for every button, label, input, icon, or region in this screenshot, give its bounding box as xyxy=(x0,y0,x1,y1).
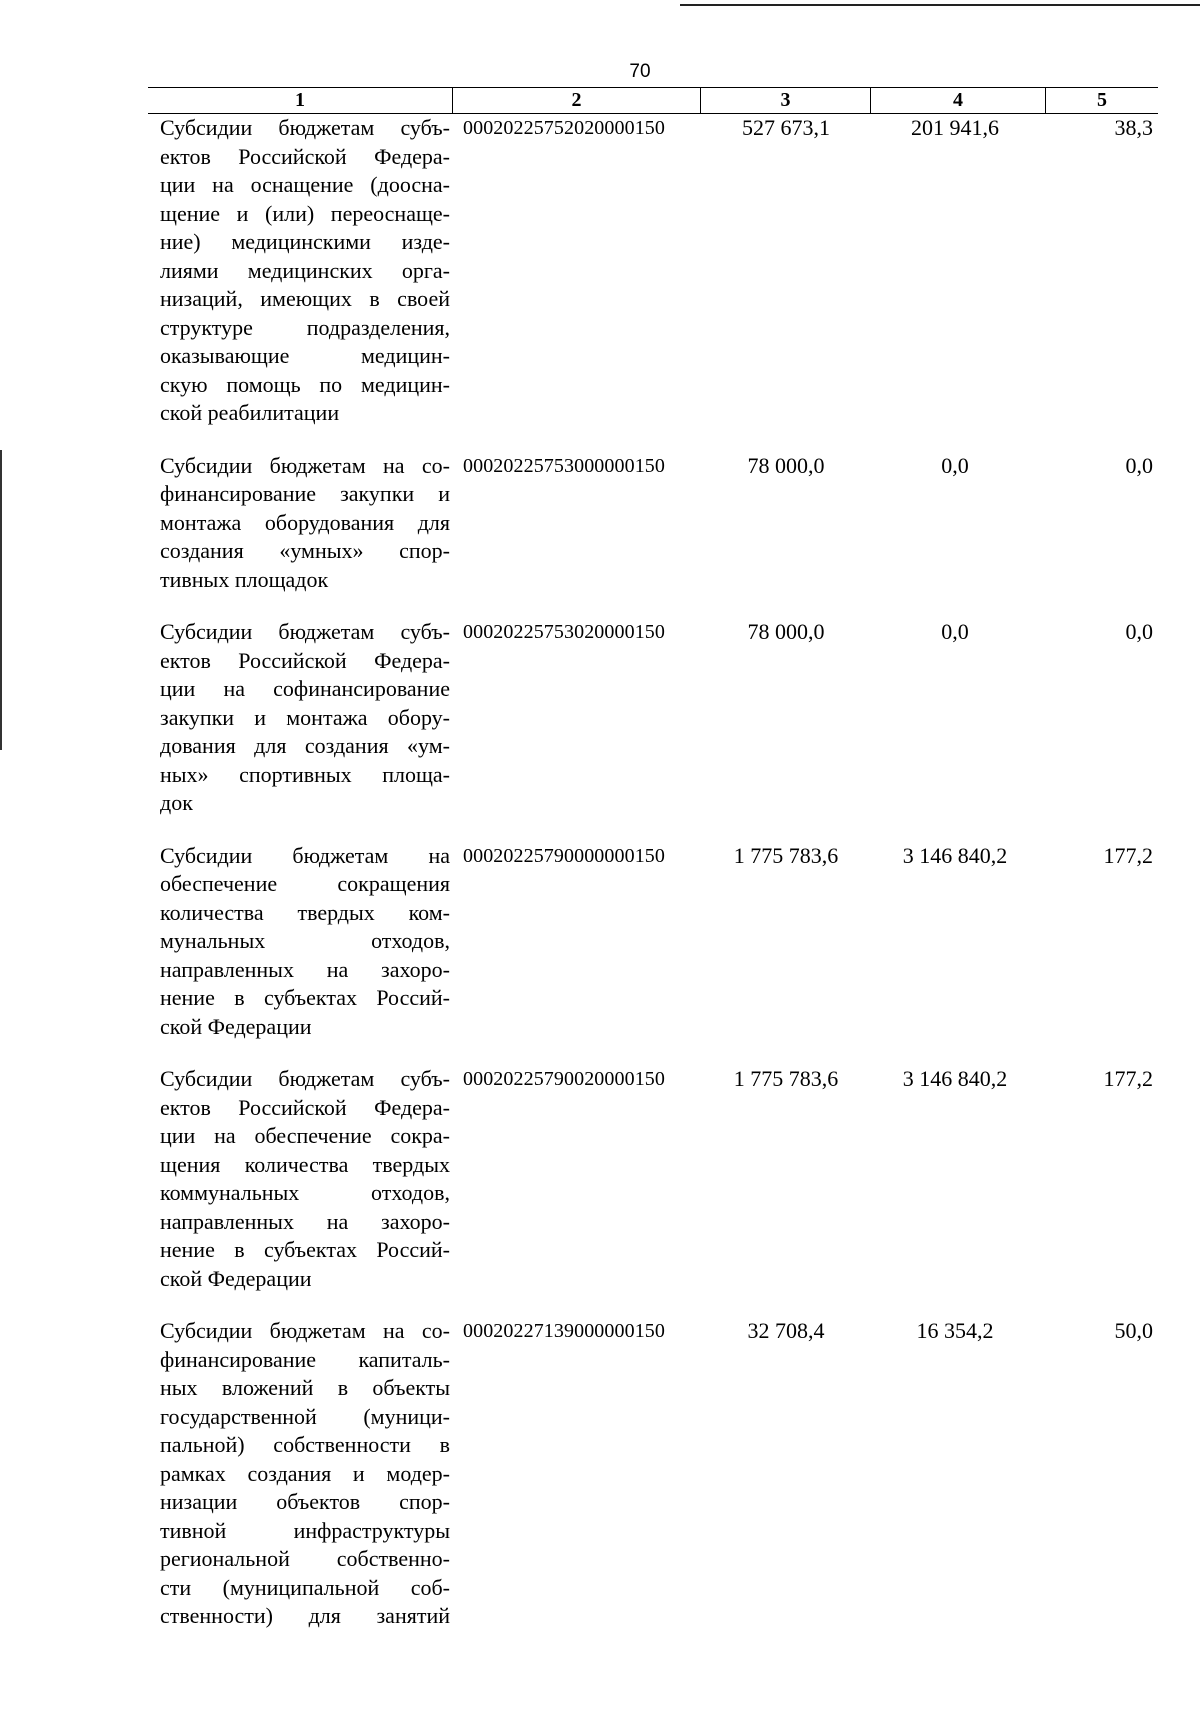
description-line: низаций, имеющих в своей xyxy=(160,286,450,311)
value-col-5: 0,0 xyxy=(1125,452,1153,478)
value-col-4: 201 941,6 xyxy=(911,115,999,140)
description-line: Субсидии бюджетам субъ- xyxy=(160,619,450,644)
description-line: закупки и монтажа обору- xyxy=(160,704,450,730)
table-row xyxy=(148,1065,1158,1293)
description-line: док xyxy=(160,790,193,815)
row-description xyxy=(160,842,450,1042)
description-line: рамках создания и модер- xyxy=(160,1460,450,1486)
value-col-3: 1 775 783,6 xyxy=(733,1066,839,1091)
budget-code: 00020225753000000150 xyxy=(463,454,665,477)
row-description xyxy=(160,618,450,818)
description-line: Субсидии бюджетам субъ- xyxy=(160,1066,450,1091)
description-line: ных вложений в объекты xyxy=(160,1375,450,1400)
description-line: ектов Российской Федера- xyxy=(160,647,450,673)
description-line: финансирование капиталь- xyxy=(160,1346,450,1372)
description-line: мунальных отходов, xyxy=(160,928,450,953)
description-line: Субсидии бюджетам на xyxy=(160,842,450,868)
budget-code: 00020227139000000150 xyxy=(463,1320,665,1342)
description-line: ектов Российской Федера- xyxy=(160,1094,450,1120)
table-row xyxy=(148,114,1158,428)
description-line: Субсидии бюджетам субъ- xyxy=(160,115,450,140)
description-line: тивной инфраструктуры xyxy=(160,1517,450,1543)
header-col-2: 2 xyxy=(453,88,701,113)
description-line: нение в субъектах Россий- xyxy=(160,985,450,1010)
description-line: ской реабилитации xyxy=(160,400,340,425)
left-edge-rule xyxy=(0,450,2,750)
description-line: скую помощь по медицин- xyxy=(160,371,450,397)
description-line: пальной) собственности в xyxy=(160,1432,450,1457)
description-line: тивных площадок xyxy=(160,566,329,592)
description-line: ственности) для занятий xyxy=(160,1603,450,1628)
description-line: направленных на захоро- xyxy=(160,956,450,982)
header-col-3: 3 xyxy=(701,88,871,113)
value-col-4: 0,0 xyxy=(941,619,969,644)
value-col-4: 0,0 xyxy=(941,452,969,478)
value-col-5: 0,0 xyxy=(1125,619,1153,644)
row-description xyxy=(160,1317,450,1631)
description-line: ектов Российской Федера- xyxy=(160,143,450,169)
description-line: ние) медицинскими изде- xyxy=(160,229,450,254)
value-col-4: 3 146 840,2 xyxy=(902,842,1008,868)
description-line: щение и (или) переоснаще- xyxy=(160,200,450,226)
table-row xyxy=(148,842,1158,1042)
description-line: структуре подразделения, xyxy=(160,314,450,340)
description-line: обеспечение сокращения xyxy=(160,871,450,896)
description-line: монтажа оборудования для xyxy=(160,509,450,535)
description-line: низации объектов спор- xyxy=(160,1489,450,1514)
value-col-4: 16 354,2 xyxy=(916,1318,994,1343)
description-line: коммунальных отходов, xyxy=(160,1180,450,1205)
description-line: направленных на захоро- xyxy=(160,1208,450,1234)
value-col-3: 78 000,0 xyxy=(747,619,825,644)
budget-code: 00020225790000000150 xyxy=(463,844,665,867)
value-col-3: 527 673,1 xyxy=(742,115,830,140)
description-line: ции на софинансирование xyxy=(160,676,450,701)
description-line: ции на оснащение (доосна- xyxy=(160,172,450,197)
description-line: нение в субъектах Россий- xyxy=(160,1237,450,1262)
table-header xyxy=(148,87,1158,114)
table-row xyxy=(148,618,1158,818)
description-line: ской Федерации xyxy=(160,1265,312,1291)
value-col-3: 78 000,0 xyxy=(747,452,825,478)
table-row xyxy=(148,452,1158,595)
header-col-4: 4 xyxy=(871,88,1046,113)
table-row xyxy=(148,1317,1158,1631)
description-line: создания «умных» спор- xyxy=(160,538,450,563)
description-line: количества твердых ком- xyxy=(160,899,450,925)
description-line: лиями медицинских орга- xyxy=(160,257,450,283)
page-number: 70 xyxy=(629,61,651,82)
description-line: щения количества твердых xyxy=(160,1151,450,1177)
description-line: государственной (муници- xyxy=(160,1403,450,1429)
description-line: сти (муниципальной соб- xyxy=(160,1574,450,1600)
description-line: оказывающие медицин- xyxy=(160,343,450,368)
value-col-5: 177,2 xyxy=(1103,1066,1153,1091)
description-line: финансирование закупки и xyxy=(160,481,450,506)
budget-code: 00020225790020000150 xyxy=(463,1068,665,1090)
top-edge-rule xyxy=(680,4,1200,6)
budget-code: 00020225752020000150 xyxy=(463,117,665,139)
value-col-3: 32 708,4 xyxy=(747,1318,825,1343)
header-col-1: 1 xyxy=(148,88,453,113)
row-description xyxy=(160,452,450,595)
value-col-3: 1 775 783,6 xyxy=(733,842,839,868)
description-line: ции на обеспечение сокра- xyxy=(160,1123,450,1148)
description-line: Субсидии бюджетам на со- xyxy=(160,1318,450,1343)
description-line: Субсидии бюджетам на со- xyxy=(160,452,450,478)
description-line: ской Федерации xyxy=(160,1013,312,1039)
description-line: региональной собственно- xyxy=(160,1546,450,1571)
description-line: дования для создания «ум- xyxy=(160,733,450,758)
row-description xyxy=(160,1065,450,1293)
budget-code: 00020225753020000150 xyxy=(463,621,665,643)
value-col-4: 3 146 840,2 xyxy=(902,1066,1008,1091)
value-col-5: 38,3 xyxy=(1114,115,1153,140)
value-col-5: 50,0 xyxy=(1114,1318,1153,1343)
table-body xyxy=(148,114,1158,1631)
description-line: ных» спортивных площа- xyxy=(160,761,450,787)
row-description xyxy=(160,114,450,428)
header-col-5: 5 xyxy=(1097,89,1107,111)
value-col-5: 177,2 xyxy=(1103,842,1153,868)
